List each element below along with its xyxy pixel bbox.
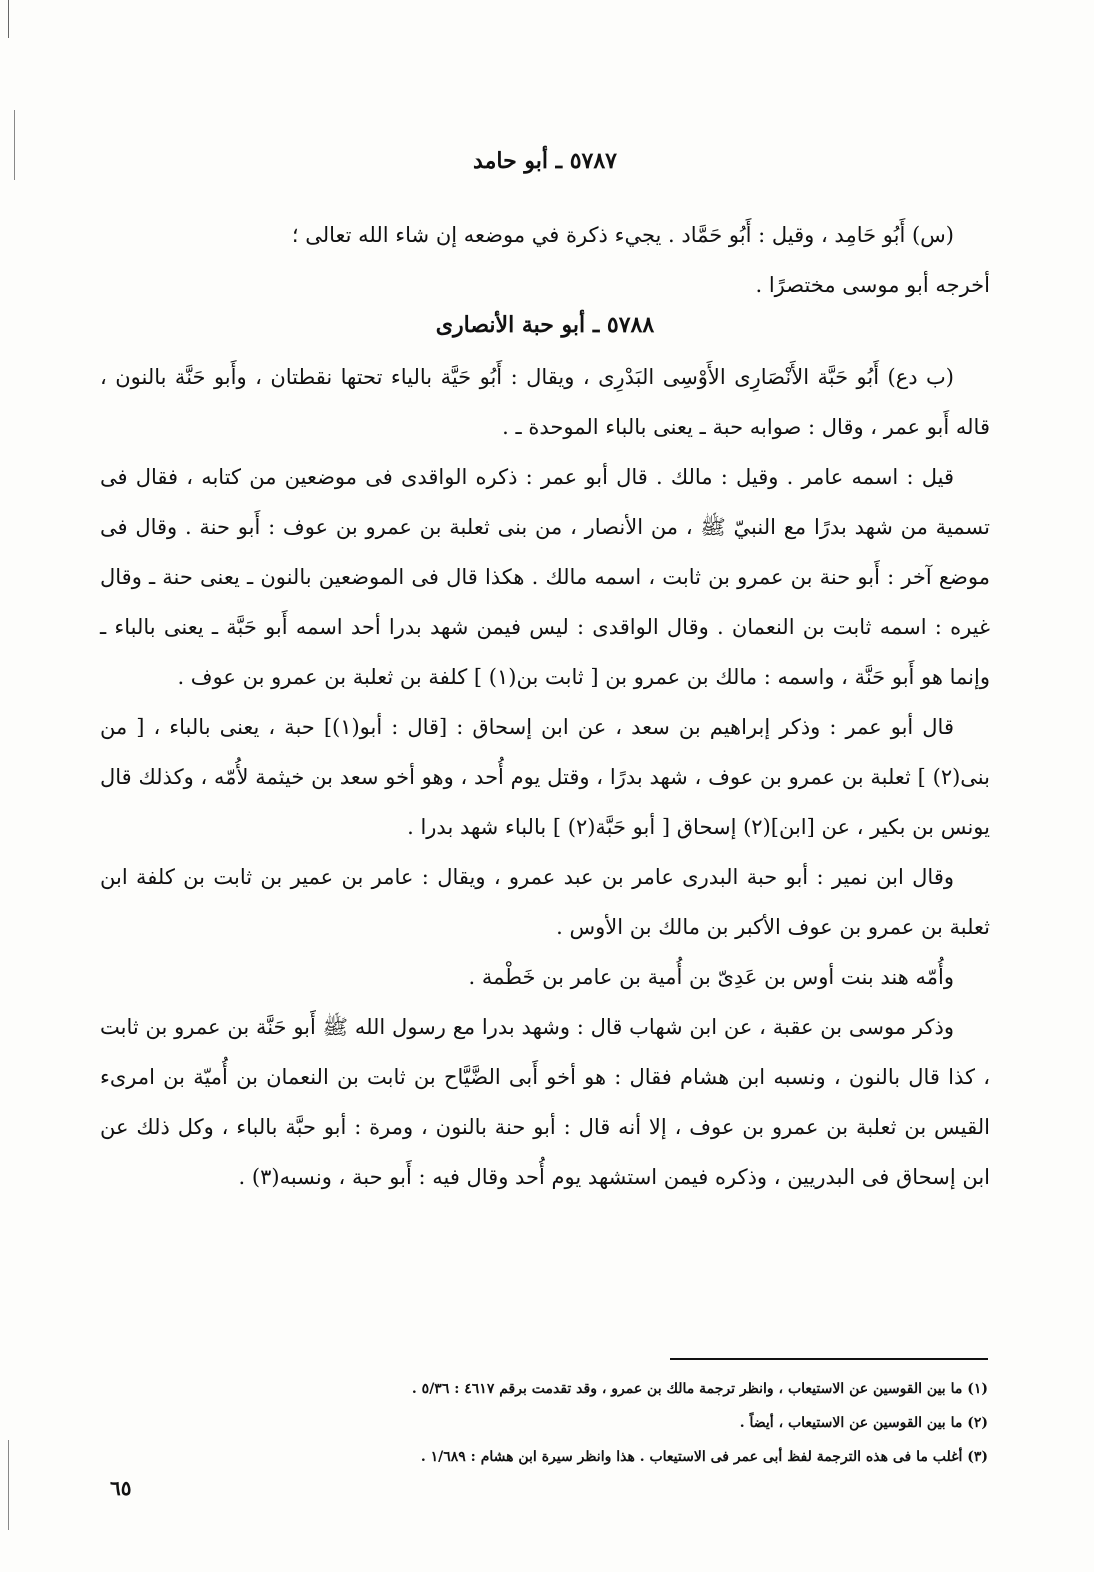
entry-heading: ٥٧٨٨ ـ أبو حبة الأنصارى [435,312,655,338]
paragraph: أخرجه أبو موسى مختصرًا . [755,273,990,297]
paragraph: (ب دع) أَبُو حَبَّة الأَنْصَارِى الأَوْسِى البَدْرِى ، ويقال : أَبُو حَيَّة بالياء تحتها نقطتان ، وأَبو حَنَّة بالنون ، قاله أَبو عمر ، وقال : صوابه حبة ـ يعنى بالباء الموحدة ـ . [100,365,990,439]
paragraph: وأُمّه هند بنت أوس بن عَدِىّ بن أُمية بن عامر بن خَطْمة . [468,965,954,989]
entry-body [100,352,990,1202]
paragraph: وذكر موسى بن عقبة ، عن ابن شهاب قال : وشهد بدرا مع رسول الله ﷺ أَبو حَنَّة بن عمرو بن ثابت ، كذا قال بالنون ، ونسبه ابن هشام فقال : هو أخو أَبى الضَّيَّاح بن ثابت بن النعمان بن أُميّة بن امرىء القيس بن ثعلبة بن عمرو بن عوف ، إلا أنه قال : أبو حنة بالنون ، ومرة : أبو حبَّة بالباء ، وكل ذلك عن ابن إسحاق فى البدريين ، وذكره فيمن استشهد يوم أُحد وقال فيه : أَبو حبة ، ونسبه(٣) . [100,1015,990,1189]
entry-body [100,210,990,310]
footnote-divider [670,1358,988,1360]
footnote: (١) ما بين القوسين عن الاستيعاب ، وانظر ترجمة مالك بن عمرو ، وقد تقدمت برقم ٤٦١٧ : ٥/٣٦ . [411,1381,988,1397]
paragraph: وقال ابن نمير : أبو حبة البدرى عامر بن عبد عمرو ، ويقال : عامر بن عمير بن ثابت بن كلفة ابن ثعلبة بن عمرو بن عوف الأكبر بن مالك بن الأوس . [100,865,990,939]
page-number: ٦٥ [110,1476,132,1500]
scan-edge-line [14,110,15,180]
scan-edge-line [8,1440,9,1530]
paragraph: قيل : اسمه عامر . وقيل : مالك . قال أبو عمر : ذكره الواقدى فى موضعين من كتابه ، فقال فى تسمية من شهد بدرًا مع النبيّ ﷺ ، من الأنصار ، من بنى ثعلبة بن عمرو بن عوف : أَبو حنة . وقال فى موضع آخر : أَبو حنة بن عمرو بن ثابت ، اسمه مالك . هكذا قال فى الموضعين بالنون ـ يعنى حنة ـ وقال غيره : اسمه ثابت بن النعمان . وقال الواقدى : ليس فيمن شهد بدرا أحد اسمه أَبو حَبَّة ـ يعنى بالباء ـ وإنما هو أَبو حَنَّة ، واسمه : مالك بن عمرو بن [ ثابت بن(١) ] كلفة بن ثعلبة بن عمرو بن عوف . [100,465,990,689]
footnotes [240,1372,988,1474]
footnote: (٢) ما بين القوسين عن الاستيعاب ، أيضاً . [739,1415,988,1431]
entry-heading: ٥٧٨٧ ـ أبو حامد [473,148,617,174]
footnote: (٣) أغلب ما فى هذه الترجمة لفظ أبى عمر فى الاستيعاب . هذا وانظر سيرة ابن هشام : ١/٦٨٩ . [420,1449,988,1465]
scan-edge-line [8,0,9,38]
paragraph: قال أبو عمر : وذكر إبراهيم بن سعد ، عن ابن إسحاق : [قال : أبو(١)] حبة ، يعنى بالباء ، [ من بنى(٢) ] ثعلبة بن عمرو بن عوف ، شهد بدرًا ، وقتل يوم أُحد ، وهو أخو سعد بن خيثمة لأُمّه ، وكذلك قال يونس بن بكير ، عن [ابن](٢) إسحاق [ أبو حَبَّة(٢) ] بالباء شهد بدرا . [100,715,990,839]
paragraph: (س) أَبُو حَامِد ، وقيل : أَبُو حَمَّاد . يجيء ذكرة في موضعه إن شاء الله تعالى ؛ [291,223,954,247]
